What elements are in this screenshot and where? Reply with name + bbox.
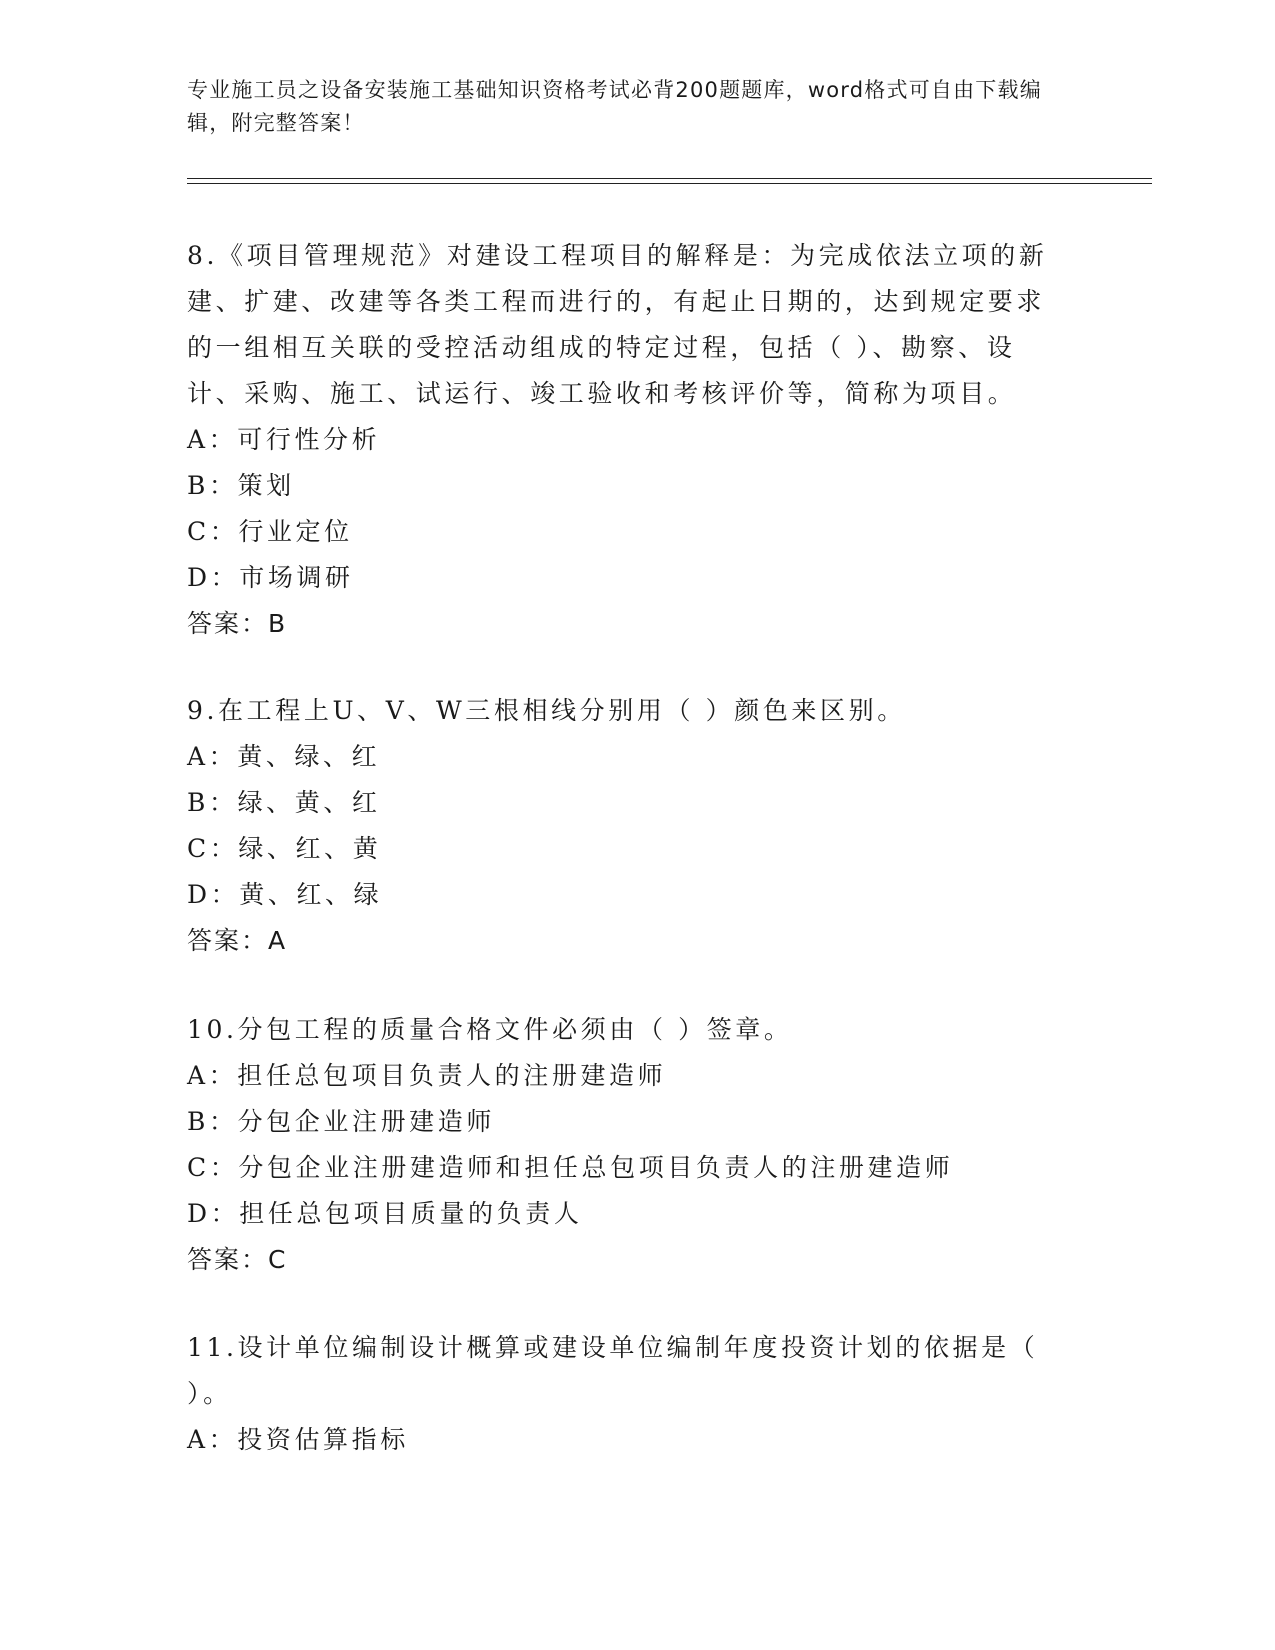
option-c: C：分包企业注册建造师和担任总包项目负责人的注册建造师 [187,1153,954,1182]
answer: 答案：B [187,609,288,638]
question-9 [187,688,1067,964]
option-a: A：可行性分析 [187,425,381,454]
option-d: D：市场调研 [187,563,354,592]
question-11 [187,1325,1067,1463]
option-a: A：黄、绿、红 [187,742,381,771]
option-a: A：担任总包项目负责人的注册建造师 [187,1061,667,1090]
document-header: 专业施工员之设备安装施工基础知识资格考试必背200题题库，word格式可自由下载编辑，附完整答案！ [187,78,1042,135]
question-stem: 10.分包工程的质量合格文件必须由（ ）签章。 [187,1015,793,1044]
option-d: D：担任总包项目质量的负责人 [187,1199,583,1228]
question-stem: 8.《项目管理规范》对建设工程项目的解释是：为完成依法立项的新建、扩建、改建等各类工程而进行的，有起止日期的，达到规定要求的一组相互关联的受控活动组成的特定过程，包括（ ）、勘察、设计、采购、施工、试运行、竣工验收和考核评价等，简称为项目。 [187,241,1048,408]
question-stem: 11.设计单位编制设计概算或建设单位编制年度投资计划的依据是（ ）。 [187,1333,1039,1408]
question-stem: 9.在工程上U、V、W三根相线分别用（ ）颜色来区别。 [187,696,906,725]
option-b: B：策划 [187,471,295,500]
answer: 答案：A [187,926,288,955]
option-a: A：投资估算指标 [187,1425,409,1454]
option-d: D：黄、红、绿 [187,880,383,909]
question-10 [187,1007,1067,1283]
header-divider-top [187,178,1152,179]
question-8 [187,233,1067,647]
option-b: B：绿、黄、红 [187,788,381,817]
option-c: C：绿、红、黄 [187,834,382,863]
option-b: B：分包企业注册建造师 [187,1107,495,1136]
answer: 答案：C [187,1245,288,1274]
header-divider-bottom [187,183,1152,184]
option-c: C：行业定位 [187,517,353,546]
